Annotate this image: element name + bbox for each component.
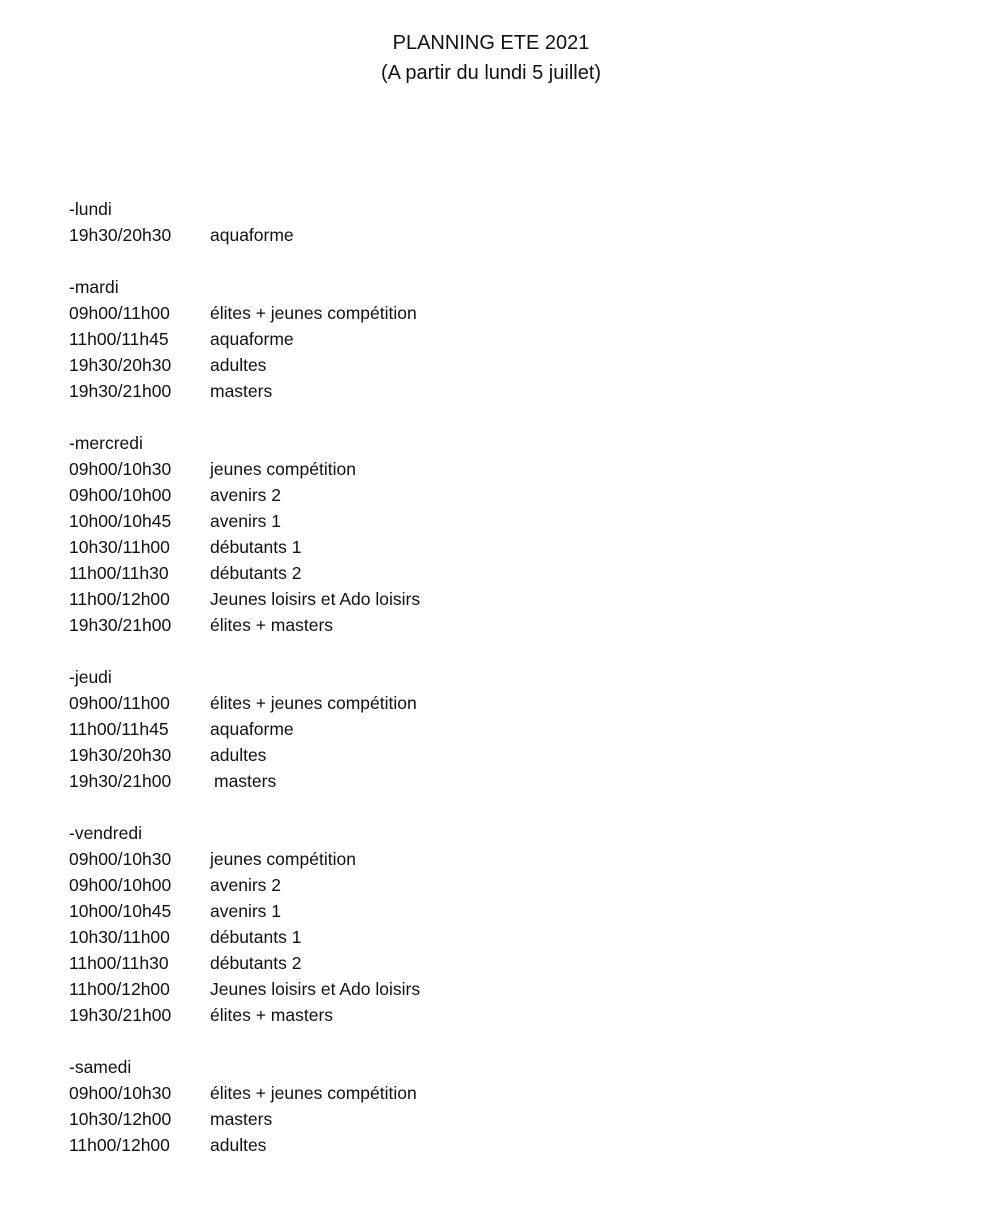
- day-section-samedi: [69, 1054, 929, 1158]
- schedule-row: [69, 300, 929, 326]
- time-slot: 09h00/10h00: [69, 875, 172, 895]
- activity-label: débutants 2: [210, 563, 302, 583]
- activity-label: adultes: [210, 355, 267, 375]
- activity-label: élites + masters: [210, 1005, 334, 1025]
- time-slot: 11h00/11h45: [69, 719, 169, 739]
- activity-label: masters: [210, 1109, 273, 1129]
- activity-label: masters: [214, 771, 277, 791]
- activity-label: aquaforme: [210, 329, 294, 349]
- day-section-vendredi: [69, 820, 929, 1028]
- day-heading: -mardi: [69, 277, 119, 297]
- schedule-row: [69, 1080, 929, 1106]
- document-header: [0, 28, 982, 88]
- time-slot: 10h00/10h45: [69, 511, 172, 531]
- activity-label: aquaforme: [210, 719, 294, 739]
- time-slot: 19h30/21h00: [69, 771, 172, 791]
- activity-label: adultes: [210, 745, 267, 765]
- schedule-row: [69, 1106, 929, 1132]
- schedule-row: [69, 456, 929, 482]
- schedule-row: [69, 1002, 929, 1028]
- activity-label: avenirs 1: [210, 511, 282, 531]
- time-slot: 10h30/11h00: [69, 927, 170, 947]
- day-heading: -samedi: [69, 1057, 132, 1077]
- time-slot: 11h00/11h45: [69, 329, 169, 349]
- schedule-row: [69, 482, 929, 508]
- schedule-row: [69, 924, 929, 950]
- schedule-row: [69, 508, 929, 534]
- time-slot: 19h30/20h30: [69, 355, 172, 375]
- schedule-row: [69, 534, 929, 560]
- schedule-row: [69, 378, 929, 404]
- schedule-row: [69, 222, 929, 248]
- schedule-row: [69, 586, 929, 612]
- day-heading: -mercredi: [69, 433, 143, 453]
- activity-label: avenirs 2: [210, 485, 282, 505]
- time-slot: 11h00/12h00: [69, 979, 170, 999]
- time-slot: 09h00/11h00: [69, 303, 170, 323]
- schedule-row: [69, 560, 929, 586]
- time-slot: 19h30/21h00: [69, 381, 172, 401]
- schedule-row: [69, 976, 929, 1002]
- time-slot: 11h00/11h30: [69, 953, 169, 973]
- day-heading: -vendredi: [69, 823, 142, 843]
- day-section-mercredi: [69, 430, 929, 638]
- schedule-row: [69, 950, 929, 976]
- day-heading: -jeudi: [69, 667, 112, 687]
- activity-label: débutants 2: [210, 953, 302, 973]
- time-slot: 10h00/10h45: [69, 901, 172, 921]
- day-section-lundi: [69, 196, 929, 248]
- schedule-row: [69, 742, 929, 768]
- day-section-jeudi: [69, 664, 929, 794]
- schedule-row: [69, 768, 929, 794]
- time-slot: 11h00/12h00: [69, 589, 170, 609]
- schedule-row: [69, 352, 929, 378]
- time-slot: 11h00/12h00: [69, 1135, 170, 1155]
- schedule-row: [69, 690, 929, 716]
- time-slot: 19h30/21h00: [69, 1005, 172, 1025]
- time-slot: 10h30/12h00: [69, 1109, 172, 1129]
- activity-label: Jeunes loisirs et Ado loisirs: [210, 589, 421, 609]
- document-title: PLANNING ETE 2021: [392, 32, 590, 54]
- time-slot: 11h00/11h30: [69, 563, 169, 583]
- time-slot: 10h30/11h00: [69, 537, 170, 557]
- time-slot: 09h00/10h30: [69, 1083, 172, 1103]
- time-slot: 19h30/20h30: [69, 745, 172, 765]
- time-slot: 19h30/20h30: [69, 225, 172, 245]
- activity-label: avenirs 2: [210, 875, 282, 895]
- activity-label: jeunes compétition: [210, 849, 356, 869]
- time-slot: 09h00/10h00: [69, 485, 172, 505]
- activity-label: débutants 1: [210, 927, 302, 947]
- schedule-row: [69, 326, 929, 352]
- schedule-row: [69, 898, 929, 924]
- activity-label: élites + masters: [210, 615, 334, 635]
- activity-label: élites + jeunes compétition: [210, 1083, 417, 1103]
- activity-label: débutants 1: [210, 537, 302, 557]
- activity-label: élites + jeunes compétition: [210, 693, 417, 713]
- activity-label: élites + jeunes compétition: [210, 303, 417, 323]
- time-slot: 09h00/10h30: [69, 459, 172, 479]
- time-slot: 09h00/10h30: [69, 849, 172, 869]
- time-slot: 19h30/21h00: [69, 615, 172, 635]
- schedule-row: [69, 1132, 929, 1158]
- schedule-row: [69, 716, 929, 742]
- activity-label: Jeunes loisirs et Ado loisirs: [210, 979, 421, 999]
- time-slot: 09h00/11h00: [69, 693, 170, 713]
- activity-label: masters: [210, 381, 273, 401]
- day-heading: -lundi: [69, 199, 112, 219]
- schedule-row: [69, 872, 929, 898]
- day-section-mardi: [69, 274, 929, 404]
- activity-label: avenirs 1: [210, 901, 282, 921]
- document-subtitle: (A partir du lundi 5 juillet): [380, 62, 602, 84]
- schedule-row: [69, 612, 929, 638]
- schedule-row: [69, 846, 929, 872]
- weekly-schedule: [69, 196, 929, 1184]
- activity-label: adultes: [210, 1135, 267, 1155]
- activity-label: aquaforme: [210, 225, 294, 245]
- activity-label: jeunes compétition: [210, 459, 356, 479]
